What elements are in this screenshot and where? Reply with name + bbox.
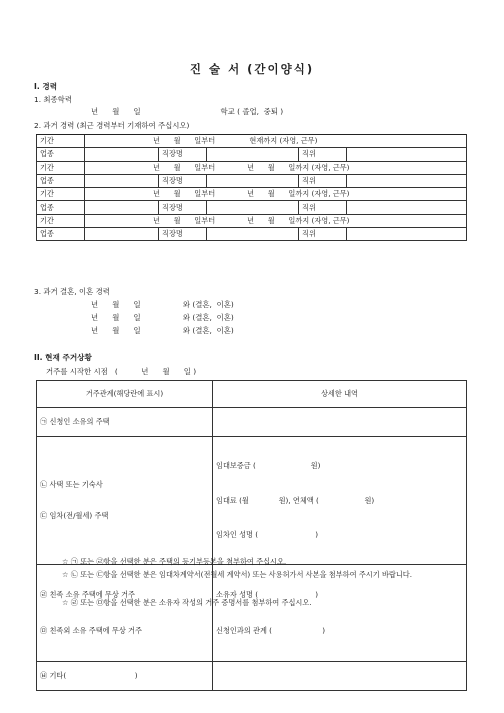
career-job-value: [85, 148, 159, 161]
career-job-label: 업종: [37, 228, 85, 241]
residence-start-line: 거주를 시작한 시점 ( 년 월 일 ): [46, 367, 197, 376]
career-period-row: [37, 188, 467, 201]
career-title-value: [347, 174, 467, 187]
career-workplace-label: 직장명: [159, 174, 207, 187]
career-job-label: 업종: [37, 201, 85, 214]
career-period-row: [37, 135, 467, 148]
career-detail-row: [37, 228, 467, 241]
career-detail-row: [37, 174, 467, 187]
career-period-label: 기간: [37, 214, 85, 227]
career-title-label: 직위: [299, 228, 347, 241]
marriage-line-3: 년 월 일 와 (결혼, 이혼): [91, 326, 234, 335]
career-table: [36, 134, 467, 241]
career-workplace-value: [207, 174, 299, 187]
residence-row-own: ㉠ 신청인 소유의 주택: [37, 408, 213, 437]
career-title-label: 직위: [299, 174, 347, 187]
career-detail-row: [37, 201, 467, 214]
residence-col-header-relation: 거주관계(해당란에 표시): [37, 381, 213, 408]
residence-row-other-detail: [213, 661, 467, 690]
career-title-label: 직위: [299, 201, 347, 214]
career-period-text: 년 월 일부터 년 월 일까지 (자영, 근무): [85, 188, 467, 201]
career-workplace-label: 직장명: [159, 228, 207, 241]
final-education-label: 1. 최종학력: [34, 95, 72, 104]
note-1: ☆ ㉠ 또는 ㉣항을 선택한 분은 주택의 등기부등본을 첨부하여 주십시오.: [62, 557, 287, 566]
career-job-value: [85, 174, 159, 187]
residence-row-rent: ㉡ 사택 또는 기숙사 ㉢ 임차(전/월세) 주택: [37, 437, 213, 565]
marriage-line-2: 년 월 일 와 (결혼, 이혼): [91, 313, 234, 322]
career-workplace-label: 직장명: [159, 148, 207, 161]
career-period-text: 년 월 일부터 년 월 일까지 (자영, 근무): [85, 214, 467, 227]
career-title-value: [347, 228, 467, 241]
career-title-label: 직위: [299, 148, 347, 161]
residence-row-relative: ㉣ 친족 소유 주택에 무상 거주 ㉤ 친족외 소유 주택에 무상 거주: [37, 564, 213, 661]
section-2-heading: II. 현재 주거상황: [34, 353, 92, 362]
past-career-label: 2. 과거 경력 (최근 경력부터 기재하여 주십시오): [34, 121, 190, 130]
section-1-heading: I. 경력: [34, 82, 58, 91]
final-education-line: 년 월 일 학교 ( 졸업, 중퇴 ): [91, 107, 284, 116]
note-3: ☆ ㉣ 또는 ㉤항을 선택한 분은 소유자 작성의 거주 증명서를 첨부하여 주십시오.: [62, 598, 312, 607]
career-job-value: [85, 201, 159, 214]
residence-table: [36, 380, 467, 691]
career-period-label: 기간: [37, 135, 85, 148]
marriage-history-label: 3. 과거 결혼, 이혼 경력: [34, 287, 110, 296]
residence-row-other: ㉥ 기타( ): [37, 661, 213, 690]
page-title: 진 술 서 (간이양식): [189, 62, 315, 76]
career-period-row: [37, 161, 467, 174]
career-job-value: [85, 228, 159, 241]
residence-row-own-detail: [213, 408, 467, 437]
career-period-text: 년 월 일부터 현재까지 (자영, 근무): [85, 135, 467, 148]
career-period-label: 기간: [37, 188, 85, 201]
career-period-row: [37, 214, 467, 227]
residence-col-header-detail: 상세한 내역: [213, 381, 467, 408]
career-title-value: [347, 201, 467, 214]
career-period-text: 년 월 일부터 년 월 일까지 (자영, 근무): [85, 161, 467, 174]
career-workplace-label: 직장명: [159, 201, 207, 214]
career-workplace-value: [207, 201, 299, 214]
career-detail-row: [37, 148, 467, 161]
career-workplace-value: [207, 228, 299, 241]
career-title-value: [347, 148, 467, 161]
career-job-label: 업종: [37, 148, 85, 161]
residence-row-relative-detail: 소유자 성명 ( ) 신청인과의 관계 ( ): [213, 564, 467, 661]
career-workplace-value: [207, 148, 299, 161]
residence-row-rent-detail: 임대보증금 ( 원) 임대료 (월 원), 연체액 ( 원) 임차인 성명 ( ): [213, 437, 467, 565]
career-job-label: 업종: [37, 174, 85, 187]
marriage-line-1: 년 월 일 와 (결혼, 이혼): [91, 300, 234, 309]
career-period-label: 기간: [37, 161, 85, 174]
note-2: ☆ ㉡ 또는 ㉢항을 선택한 분은 임대차계약서(전월세 계약서) 또는 사용허가서 사본을 첨부하여 주시기 바랍니다.: [62, 570, 413, 579]
